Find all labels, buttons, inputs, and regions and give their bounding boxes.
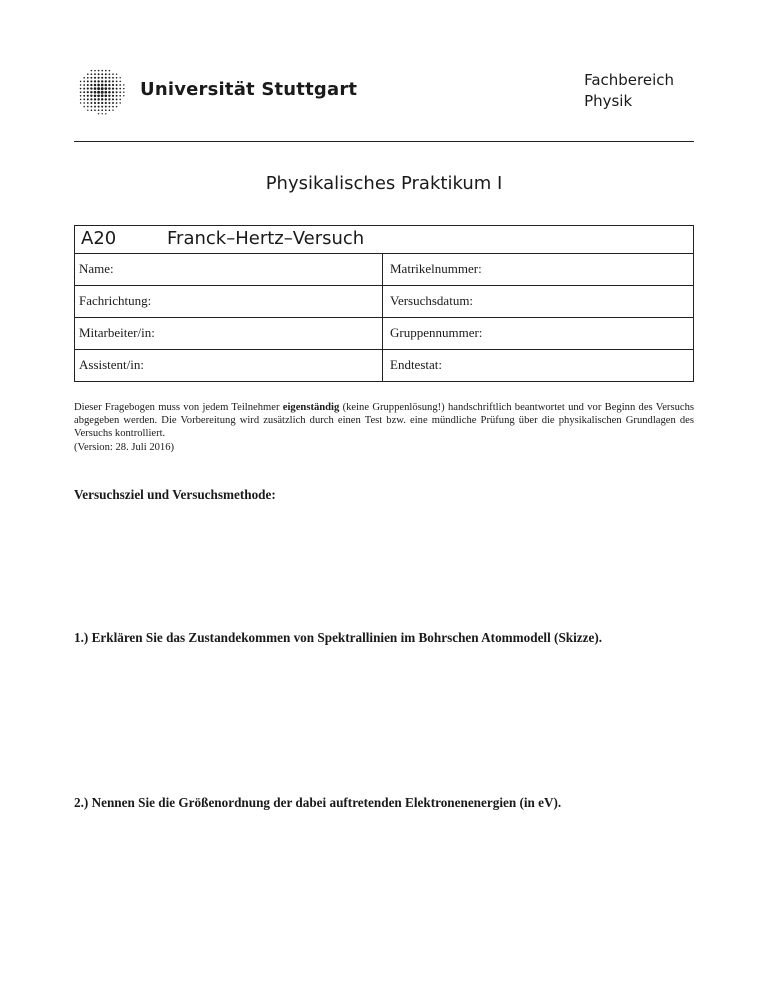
logo-dot <box>101 106 103 108</box>
logo-dot <box>91 106 93 108</box>
logo-dot <box>94 73 96 75</box>
logo-dot <box>123 95 124 96</box>
logo-dot <box>87 80 89 82</box>
matrikel-field[interactable]: Matrikelnummer: <box>390 261 482 276</box>
logo-dot <box>105 113 106 114</box>
logo-dot <box>87 77 89 79</box>
instructions-part-2: (keine Gruppenlösung!) handschriftlich beantwortet und vor Beginn des Versuchs abgegeben werden. Die Vorbereitung wird zusätzlich durch einen Test bzw. eine mündliche Prüfung über die physikalischen Grundlagen des Versuchs kontrolliert. <box>74 402 694 440</box>
logo-dot <box>94 91 97 94</box>
logo-dot <box>87 98 89 100</box>
logo-dot <box>123 84 124 85</box>
instructions-part-1: Dieser Fragebogen muss von jedem Teilnehmer <box>74 402 283 413</box>
logo-dot <box>94 98 96 100</box>
logo-dot <box>83 106 84 107</box>
logo-dot <box>105 102 107 104</box>
department-line-2: Physik <box>584 92 633 110</box>
logo-dot <box>116 81 118 83</box>
logo-dot <box>97 91 100 94</box>
logo-dot <box>108 102 110 104</box>
logo-dot <box>80 99 82 101</box>
logo-dot <box>101 73 103 75</box>
question-2: 2.) Nennen Sie die Größenordnung der dabei auftretenden Elektronenenergien (in eV). <box>74 795 562 810</box>
logo-dot <box>90 95 92 97</box>
logo-dot <box>94 87 97 90</box>
logo-dot <box>105 73 107 75</box>
logo-dot <box>105 109 107 111</box>
logo-dot <box>116 88 118 90</box>
logo-dot <box>94 95 97 98</box>
logo-dot <box>119 84 121 86</box>
logo-dot <box>94 70 96 72</box>
logo-dot <box>87 102 89 104</box>
logo-dot <box>80 102 81 103</box>
logo-dot <box>97 87 100 90</box>
logo-dot <box>123 88 124 89</box>
university-name: Universität Stuttgart <box>140 79 358 100</box>
logo-dot <box>108 98 110 100</box>
logo-dot <box>80 95 82 97</box>
logo-dot <box>98 73 100 75</box>
logo-dot <box>116 84 118 86</box>
university-logo-icon <box>72 66 130 116</box>
logo-dot <box>116 106 118 108</box>
name-field[interactable]: Name: <box>75 254 383 285</box>
student-info-table <box>74 225 694 382</box>
logo-dot <box>108 77 110 79</box>
logo-dot <box>112 73 114 75</box>
experiment-code: A20 <box>81 228 117 249</box>
form-row-fachrichtung <box>75 286 693 318</box>
logo-dot <box>87 91 89 93</box>
logo-dot <box>98 113 99 114</box>
logo-dot <box>90 91 92 93</box>
logo-dot <box>98 109 100 111</box>
logo-dot <box>101 94 104 97</box>
logo-dot <box>119 99 121 101</box>
instructions-text <box>74 401 694 454</box>
logo-dot <box>101 98 103 100</box>
logo-dot <box>83 102 85 104</box>
logo-dot <box>98 77 100 79</box>
logo-dot <box>116 73 117 74</box>
logo-dot <box>83 91 85 93</box>
logo-dot <box>116 91 118 93</box>
logo-dot <box>87 106 89 108</box>
logo-dot <box>101 77 103 79</box>
logo-dot <box>112 77 114 79</box>
logo-dot <box>101 84 104 87</box>
logo-dot <box>87 84 89 86</box>
logo-dot <box>108 91 111 94</box>
logo-dot <box>105 84 108 87</box>
instructions-paragraph <box>74 401 694 454</box>
department <box>584 70 674 112</box>
logo-dot <box>123 91 124 92</box>
logo-dot <box>108 87 110 89</box>
logo-dot <box>112 102 114 104</box>
form-row-name <box>75 254 693 286</box>
form-row-assistent <box>75 350 693 381</box>
endtestat-field[interactable]: Endtestat: <box>390 357 442 372</box>
logo-dot <box>105 98 107 100</box>
logo-dot <box>101 70 103 72</box>
mitarbeiter-field[interactable]: Mitarbeiter/in: <box>75 318 383 349</box>
logo-dot <box>112 95 114 97</box>
logo-dot <box>112 87 114 89</box>
logo-dot <box>112 98 114 100</box>
logo-dot <box>108 80 110 82</box>
question-objective: Versuchsziel und Versuchsmethode: <box>74 487 276 502</box>
logo-dot <box>90 80 92 82</box>
logo-dot <box>83 77 85 79</box>
experiment-title: Franck–Hertz–Versuch <box>167 228 365 249</box>
logo-dot <box>101 102 103 104</box>
logo-dot <box>109 73 111 75</box>
logo-dot <box>83 84 85 86</box>
logo-dot <box>105 80 107 82</box>
logo-dot <box>97 94 100 97</box>
logo-dot <box>90 102 92 104</box>
logo-dot <box>91 70 92 71</box>
logo-dot <box>97 80 99 82</box>
logo-dot <box>94 106 96 108</box>
logo-dot <box>108 84 110 86</box>
logo-dot <box>87 73 89 75</box>
logo-dot <box>94 102 96 104</box>
logo-dot <box>83 81 85 83</box>
course-title: Physikalisches Praktikum I <box>265 173 503 194</box>
logo-dot <box>90 84 92 86</box>
logo-dot <box>80 84 82 86</box>
logo-dot <box>97 84 100 87</box>
logo-dot <box>80 88 82 90</box>
logo-dot <box>108 95 110 97</box>
logo-dot <box>105 106 107 108</box>
department-line-1: Fachbereich <box>584 71 674 89</box>
logo-dot <box>119 77 120 78</box>
logo-dot <box>116 98 118 100</box>
logo-dot <box>91 73 93 75</box>
logo-dot <box>87 88 89 90</box>
logo-dot <box>101 109 103 111</box>
logo-dot <box>119 91 121 93</box>
logo-dot <box>112 80 114 82</box>
logo-dot <box>98 106 100 108</box>
logo-dot <box>116 95 118 97</box>
logo-dot <box>80 81 82 83</box>
logo-dot <box>101 113 102 114</box>
logo-dot <box>83 99 85 101</box>
logo-dot <box>108 106 110 108</box>
logo-dot <box>104 91 107 94</box>
logo-dot <box>105 70 107 72</box>
assistent-field[interactable]: Assistent/in: <box>75 350 383 381</box>
logo-dot <box>97 98 99 100</box>
logo-dot <box>112 106 114 108</box>
logo-dot <box>94 80 96 82</box>
logo-dot <box>109 109 111 111</box>
form-row-mitarbeiter <box>75 318 693 350</box>
question-1: 1.) Erklären Sie das Zustandekommen von Spektrallinien im Bohrschen Atommodell (Skizze). <box>74 630 603 645</box>
logo-dot <box>119 102 120 103</box>
logo-dot <box>94 77 96 79</box>
instructions-emphasis: eigenständig <box>282 402 340 413</box>
logo-dot <box>80 91 82 93</box>
logo-dot <box>87 95 89 97</box>
logo-dot <box>116 102 118 104</box>
fachrichtung-field[interactable]: Fachrichtung: <box>75 286 383 317</box>
logo-dot <box>119 95 121 97</box>
logo-dot <box>101 87 104 90</box>
logo-dot <box>104 87 107 90</box>
logo-dot <box>94 84 97 87</box>
logo-dot <box>112 84 114 86</box>
logo-dot <box>94 109 96 111</box>
logo-dot <box>104 94 107 97</box>
logo-dot <box>119 88 121 90</box>
logo-dot <box>87 109 88 110</box>
logo-dot <box>112 109 113 110</box>
logo-dot <box>98 70 100 72</box>
logo-dot <box>97 102 99 104</box>
logo-dot <box>101 91 104 94</box>
logo-dot <box>109 70 111 72</box>
header-divider <box>74 141 694 142</box>
logo-dot <box>90 87 92 89</box>
versuchsdatum-field[interactable]: Versuchsdatum: <box>390 293 474 308</box>
logo-dot <box>105 77 107 79</box>
logo-dot <box>90 98 92 100</box>
logo-dot <box>116 77 118 79</box>
logo-dot <box>119 81 121 83</box>
logo-dot <box>90 77 92 79</box>
logo-dot <box>112 91 114 93</box>
version-note: (Version: 28. Juli 2016) <box>74 441 175 453</box>
logo-dot <box>101 80 103 82</box>
experiment-header-row <box>75 226 693 254</box>
logo-dot <box>91 109 93 111</box>
logo-dot <box>83 95 85 97</box>
logo-dot <box>83 88 85 90</box>
gruppennummer-field[interactable]: Gruppennummer: <box>390 325 483 340</box>
